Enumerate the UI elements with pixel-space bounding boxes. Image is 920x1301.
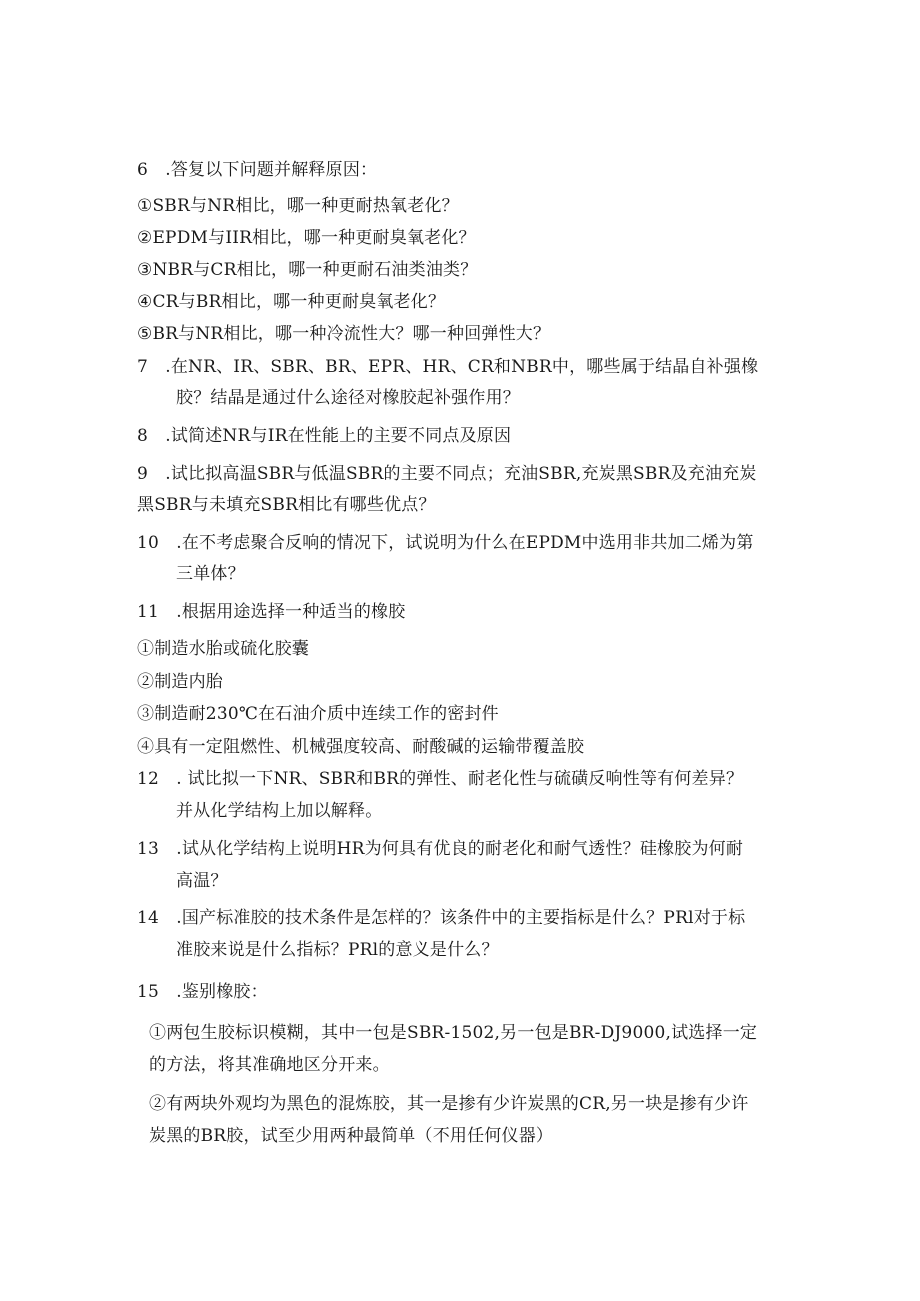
q12-line-1: 12 . 试比拟一下NR、SBR和BR的弹性、耐老化性与硫磺反响性等有何差异？ bbox=[137, 769, 744, 789]
q13-line-2: 高温？ bbox=[176, 871, 228, 891]
q8-line-1: 8 .试简述NR与IR在性能上的主要不同点及原因 bbox=[137, 426, 512, 446]
q10-line-1: 10 .在不考虑聚合反响的情况下，试说明为什么在EPDM中选用非共加二烯为第 bbox=[137, 533, 754, 553]
q15-title: 15 .鉴别橡胶： bbox=[137, 982, 268, 1002]
q14-line-2: 准胶来说是什么指标？PRl的意义是什么？ bbox=[176, 940, 499, 960]
q15-part-1-line-1: ①两包生胶标识模糊，其中一包是SBR-1502,另一包是BR-DJ9000,试选择一定 bbox=[149, 1023, 758, 1043]
q6-title: 6 .答复以下问题并解释原因： bbox=[137, 160, 378, 180]
q15-part-2-line-2: 炭黑的BR胶，试至少用两种最简单（不用任何仪器） bbox=[149, 1126, 554, 1146]
q14-line-1: 14 .国产标准胶的技术条件是怎样的？该条件中的主要指标是什么？PRl对于标 bbox=[137, 908, 746, 928]
q9-line-2: 黑SBR与未填充SBR相比有哪些优点？ bbox=[137, 495, 436, 515]
q6-item-3: ③NBR与CR相比，哪一种更耐石油类油类？ bbox=[137, 260, 478, 280]
q6-item-5: ⑤BR与NR相比，哪一种冷流性大？哪一种回弹性大？ bbox=[137, 324, 551, 344]
q15-part-2-line-1: ②有两块外观均为黑色的混炼胶，其一是掺有少许炭黑的CR,另一块是掺有少许 bbox=[149, 1094, 749, 1114]
q6-item-2: ②EPDM与IIR相比，哪一种更耐臭氧老化？ bbox=[137, 228, 476, 248]
q15-part-1-line-2: 的方法，将其准确地区分开来。 bbox=[149, 1055, 390, 1075]
q6-item-4: ④CR与BR相比，哪一种更耐臭氧老化？ bbox=[137, 292, 446, 312]
q12-line-2: 并从化学结构上加以解释。 bbox=[176, 801, 383, 821]
q6-item-1: ①SBR与NR相比，哪一种更耐热氧老化？ bbox=[137, 196, 459, 216]
q7-line-2: 胶？结晶是通过什么途径对橡胶起补强作用？ bbox=[176, 388, 520, 408]
q11-item-4: ④具有一定阻燃性、机械强度较高、耐酸碱的运输带覆盖胶 bbox=[137, 737, 585, 757]
q9-line-1: 9 .试比拟高温SBR与低温SBR的主要不同点；充油SBR,充炭黑SBR及充油充炭 bbox=[137, 464, 757, 484]
q11-title: 11 .根据用途选择一种适当的橡胶 bbox=[137, 602, 406, 622]
q13-line-1: 13 .试从化学结构上说明HR为何具有优良的耐老化和耐气透性？硅橡胶为何耐 bbox=[137, 839, 744, 859]
q11-item-3: ③制造耐230℃在石油介质中连续工作的密封件 bbox=[137, 704, 499, 724]
q11-item-2: ②制造内胎 bbox=[137, 672, 223, 692]
q7-line-1: 7 .在NR、IR、SBR、BR、EPR、HR、CR和NBR中，哪些属于结晶自补强橡 bbox=[137, 357, 759, 377]
q10-line-2: 三单体？ bbox=[176, 564, 245, 584]
q11-item-1: ①制造水胎或硫化胶囊 bbox=[137, 639, 309, 659]
